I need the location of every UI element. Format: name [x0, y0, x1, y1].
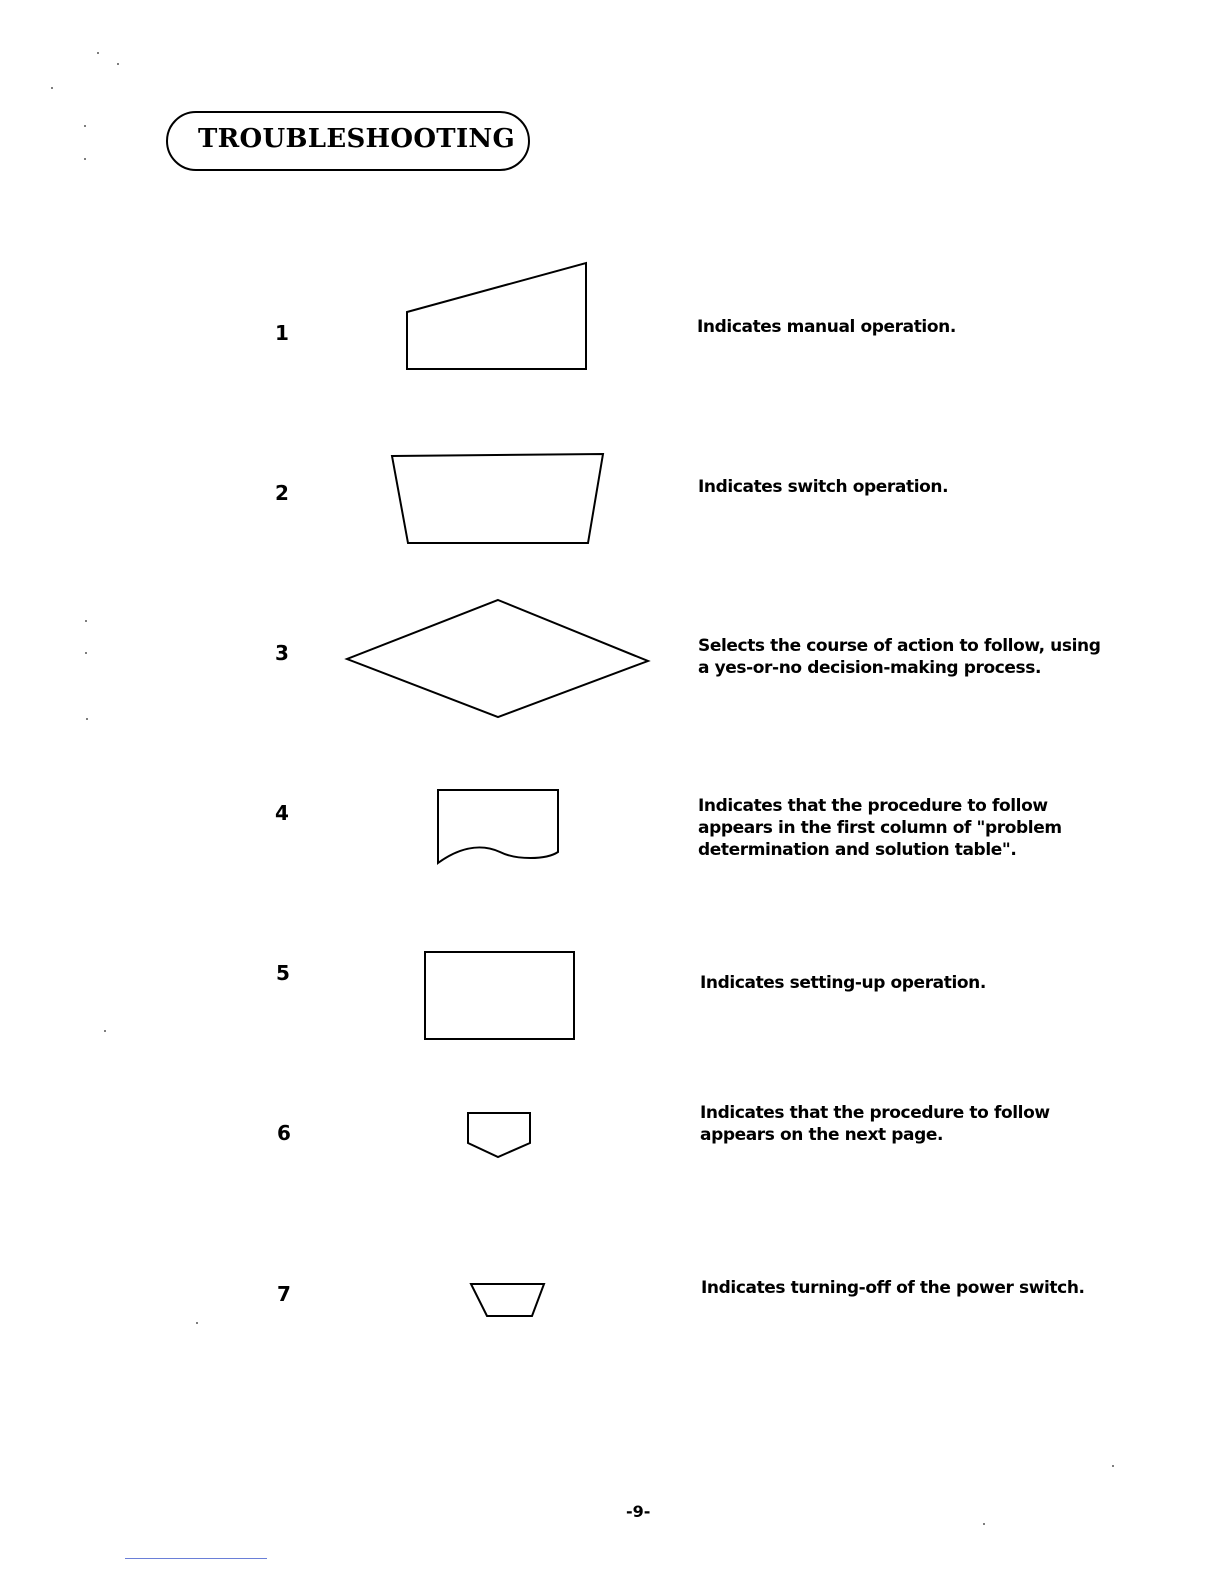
- manual-operation-symbol: [407, 263, 586, 369]
- page-number: -9-: [626, 1502, 651, 1521]
- decision-diamond-symbol: [347, 600, 648, 717]
- scan-speck: [97, 52, 99, 54]
- document-symbol: [438, 790, 558, 863]
- scan-speck: [51, 87, 53, 89]
- small-trapezoid-symbol: [471, 1284, 544, 1316]
- row-number-5: 5: [276, 961, 290, 985]
- page-title: TROUBLESHOOTING: [198, 124, 515, 154]
- row-description-7: Indicates turning-off of the power switch.: [701, 1278, 1085, 1298]
- scan-speck: [117, 63, 119, 65]
- off-page-connector-symbol: [468, 1113, 530, 1157]
- manual-input-trapezoid-symbol: [392, 454, 603, 543]
- row-description-4: Indicates that the procedure to follow appears in the first column of "problem determination and solution table".: [698, 796, 1062, 860]
- bottom-rule: [125, 1558, 267, 1559]
- row-number-2: 2: [275, 481, 289, 505]
- scan-speck: [84, 125, 86, 127]
- scan-speck: [104, 1030, 106, 1032]
- row-description-2: Indicates switch operation.: [698, 477, 949, 497]
- scan-speck: [86, 718, 88, 720]
- scan-speck: [196, 1322, 198, 1324]
- row-number-1: 1: [275, 321, 289, 345]
- row-number-7: 7: [277, 1282, 291, 1306]
- scan-speck: [84, 158, 86, 160]
- scan-speck: [85, 620, 87, 622]
- row-description-3: Selects the course of action to follow, using a yes-or-no decision-making process.: [698, 636, 1101, 678]
- row-number-3: 3: [275, 641, 289, 665]
- scan-speck: [983, 1523, 985, 1525]
- row-number-4: 4: [275, 801, 289, 825]
- row-number-6: 6: [277, 1121, 291, 1145]
- scan-speck: [85, 652, 87, 654]
- scan-speck: [1112, 1465, 1114, 1467]
- row-description-5: Indicates setting-up operation.: [700, 973, 986, 993]
- process-rectangle-symbol: [425, 952, 574, 1039]
- row-description-6: Indicates that the procedure to follow appears on the next page.: [700, 1103, 1050, 1145]
- row-description-1: Indicates manual operation.: [697, 317, 956, 337]
